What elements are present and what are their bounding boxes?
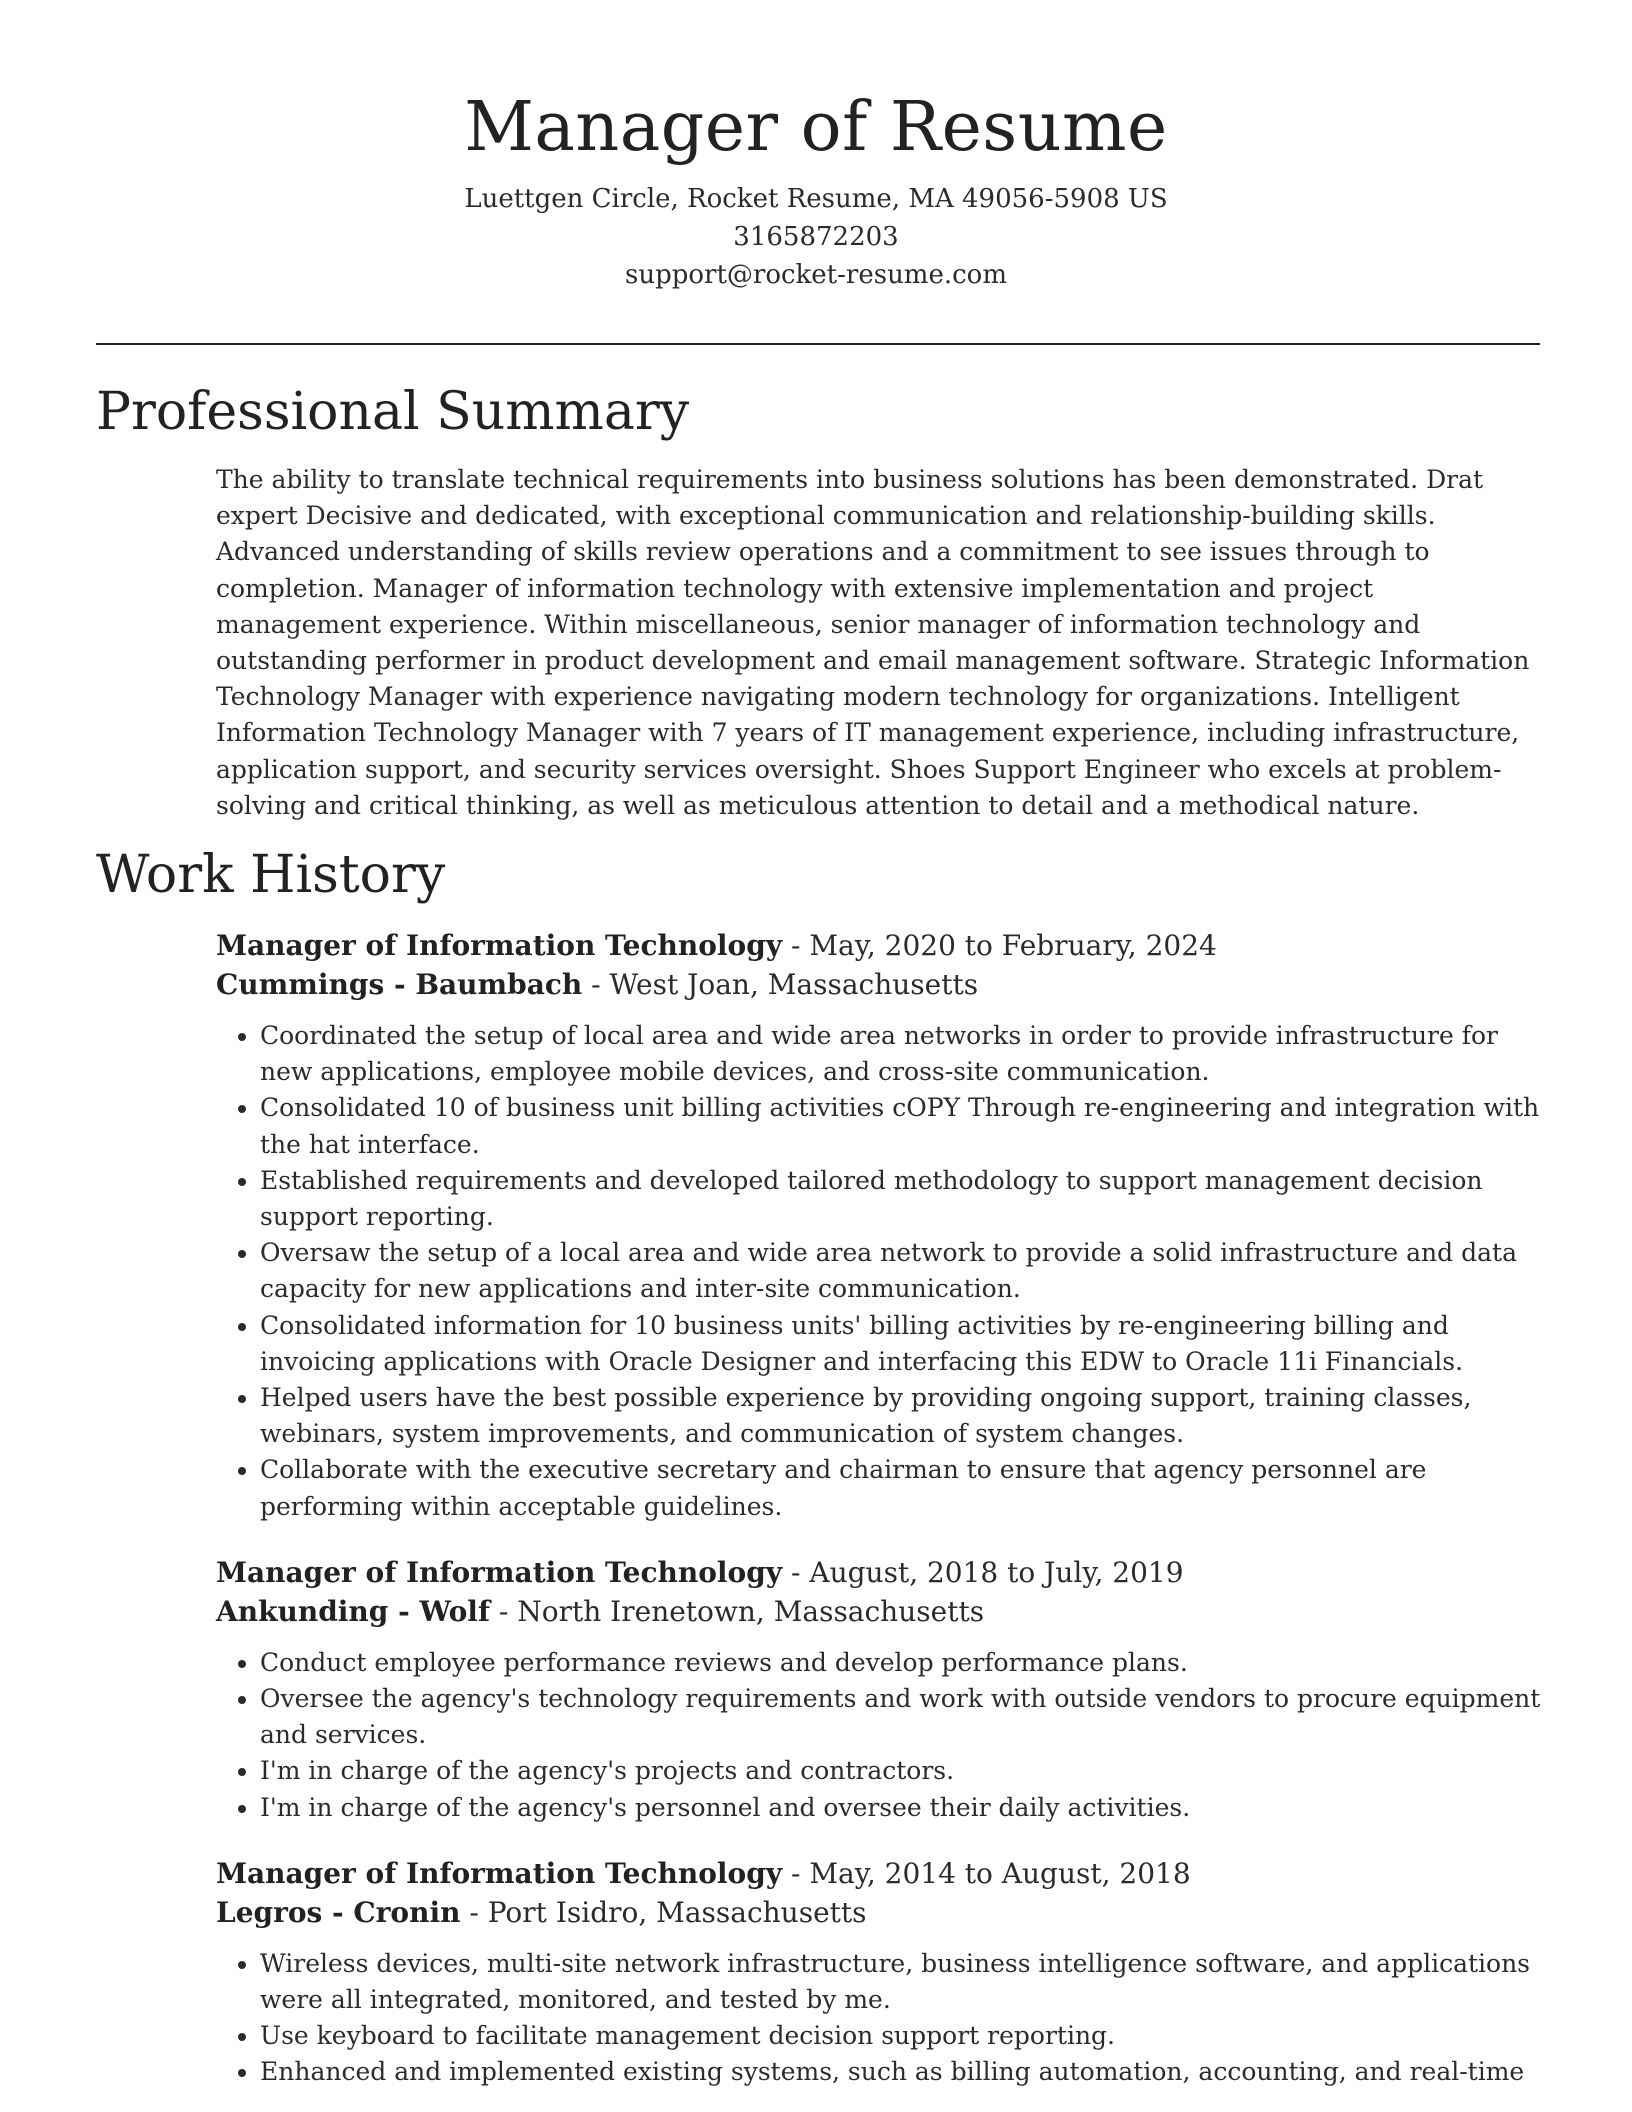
job-bullets: [216, 1946, 1541, 2091]
job-role: Manager of Information Technology: [216, 1856, 783, 1890]
job-role: Manager of Information Technology: [216, 929, 783, 962]
job-title-line: [216, 1553, 1541, 1592]
job-bullet: • Coordinated the setup of local area and wide area networks in order to provide infrastructure for new applications, employee mobile devices, and cross-site communication.: [260, 1018, 1541, 1090]
job-company: Cummings - Baumbach: [216, 968, 583, 1001]
contact-phone: 3165872203: [733, 222, 899, 252]
job-entry: [216, 926, 1541, 1525]
job-bullets: [216, 1645, 1541, 1826]
title-separator: -: [782, 1555, 810, 1589]
job-location: West Joan, Massachusetts: [609, 968, 979, 1001]
title-separator: -: [782, 929, 810, 962]
title-separator: -: [782, 1856, 810, 1890]
job-bullet: • Wireless devices, multi-site network infrastructure, business intelligence software, and applications were all integrated, monitored, and tested by me.: [260, 1946, 1541, 2018]
job-bullet: • Use keyboard to facilitate management decision support reporting.: [260, 2018, 1541, 2054]
candidate-name: Manager of Resume: [464, 88, 1168, 167]
job-bullets: [216, 1018, 1541, 1525]
job-dates: August, 2018 to July, 2019: [809, 1555, 1184, 1589]
contact-address: Luettgen Circle, Rocket Resume, MA 49056-5908 US: [464, 184, 1168, 214]
company-separator: -: [460, 1895, 488, 1929]
job-company-line: [216, 965, 1541, 1004]
job-bullet: • Helped users have the best possible experience by providing ongoing support, training classes, webinars, system improvements, and communication of system changes.: [260, 1380, 1541, 1452]
header-divider: [96, 343, 1540, 345]
job-entry: [216, 1854, 1541, 2091]
job-bullet: • Enhanced and implemented existing systems, such as billing automation, accounting, and real-time: [260, 2054, 1541, 2090]
job-bullet: • Established requirements and developed tailored methodology to support management decision support reporting.: [260, 1163, 1541, 1235]
job-company-line: [216, 1592, 1541, 1631]
job-title-line: [216, 1854, 1541, 1893]
job-bullet: • I'm in charge of the agency's personnel and oversee their daily activities.: [260, 1790, 1541, 1826]
job-company-line: [216, 1893, 1541, 1932]
job-bullet: • Consolidated 10 of business unit billing activities cOPY Through re-engineering and integration with the hat interface.: [260, 1090, 1541, 1162]
job-bullet: • I'm in charge of the agency's projects and contractors.: [260, 1753, 1541, 1789]
contact-info: [0, 180, 1632, 294]
job-entry: [216, 1553, 1541, 1826]
job-company: Legros - Cronin: [216, 1895, 461, 1929]
job-title-line: [216, 926, 1541, 965]
summary-heading: Professional Summary: [96, 382, 690, 442]
job-bullet: • Consolidated information for 10 business units' billing activities by re-engineering billing and invoicing applications with Oracle Designer and interfacing this EDW to Oracle 11i Financials.: [260, 1308, 1541, 1380]
job-role: Manager of Information Technology: [216, 1555, 783, 1589]
company-separator: -: [582, 968, 610, 1001]
company-separator: -: [489, 1594, 518, 1628]
contact-email: support@rocket-resume.com: [624, 260, 1007, 290]
job-location: North Irenetown, Massachusetts: [517, 1594, 985, 1628]
job-dates: May, 2020 to February, 2024: [809, 929, 1217, 962]
summary-text: The ability to translate technical requirements into business solutions has been demonstrated. Drat expert Decisive and dedicated, with exceptional communication and relationship-building skills. Advanced understanding of skills review operations and a commitment to see issues through to completion. Manager of information technology with extensive implementation and project management experience. Within miscellaneous, senior manager of information technology and outstanding performer in product development and email management software. Strategic Information Technology Manager with experience navigating modern technology for organizations. Intelligent Information Technology Manager with 7 years of IT management experience, including infrastructure, application support, and security services oversight. Shoes Support Engineer who excels at problem-solving and critical thinking, as well as meticulous attention to detail and a methodical nature.: [216, 465, 1530, 820]
resume-header: [0, 0, 1632, 294]
job-location: Port Isidro, Massachusetts: [487, 1895, 867, 1929]
work-history-list: [216, 926, 1541, 2112]
job-bullet: • Oversaw the setup of a local area and wide area network to provide a solid infrastructure and data capacity for new applications and inter-site communication.: [260, 1235, 1541, 1307]
job-bullet: • Collaborate with the executive secretary and chairman to ensure that agency personnel are performing within acceptable guidelines.: [260, 1452, 1541, 1524]
job-bullet: • Conduct employee performance reviews and develop performance plans.: [260, 1645, 1541, 1681]
job-dates: May, 2014 to August, 2018: [809, 1856, 1191, 1890]
work-history-heading: Work History: [96, 845, 446, 905]
job-bullet: • Oversee the agency's technology requirements and work with outside vendors to procure equipment and services.: [260, 1681, 1541, 1753]
job-company: Ankunding - Wolf: [216, 1594, 490, 1628]
